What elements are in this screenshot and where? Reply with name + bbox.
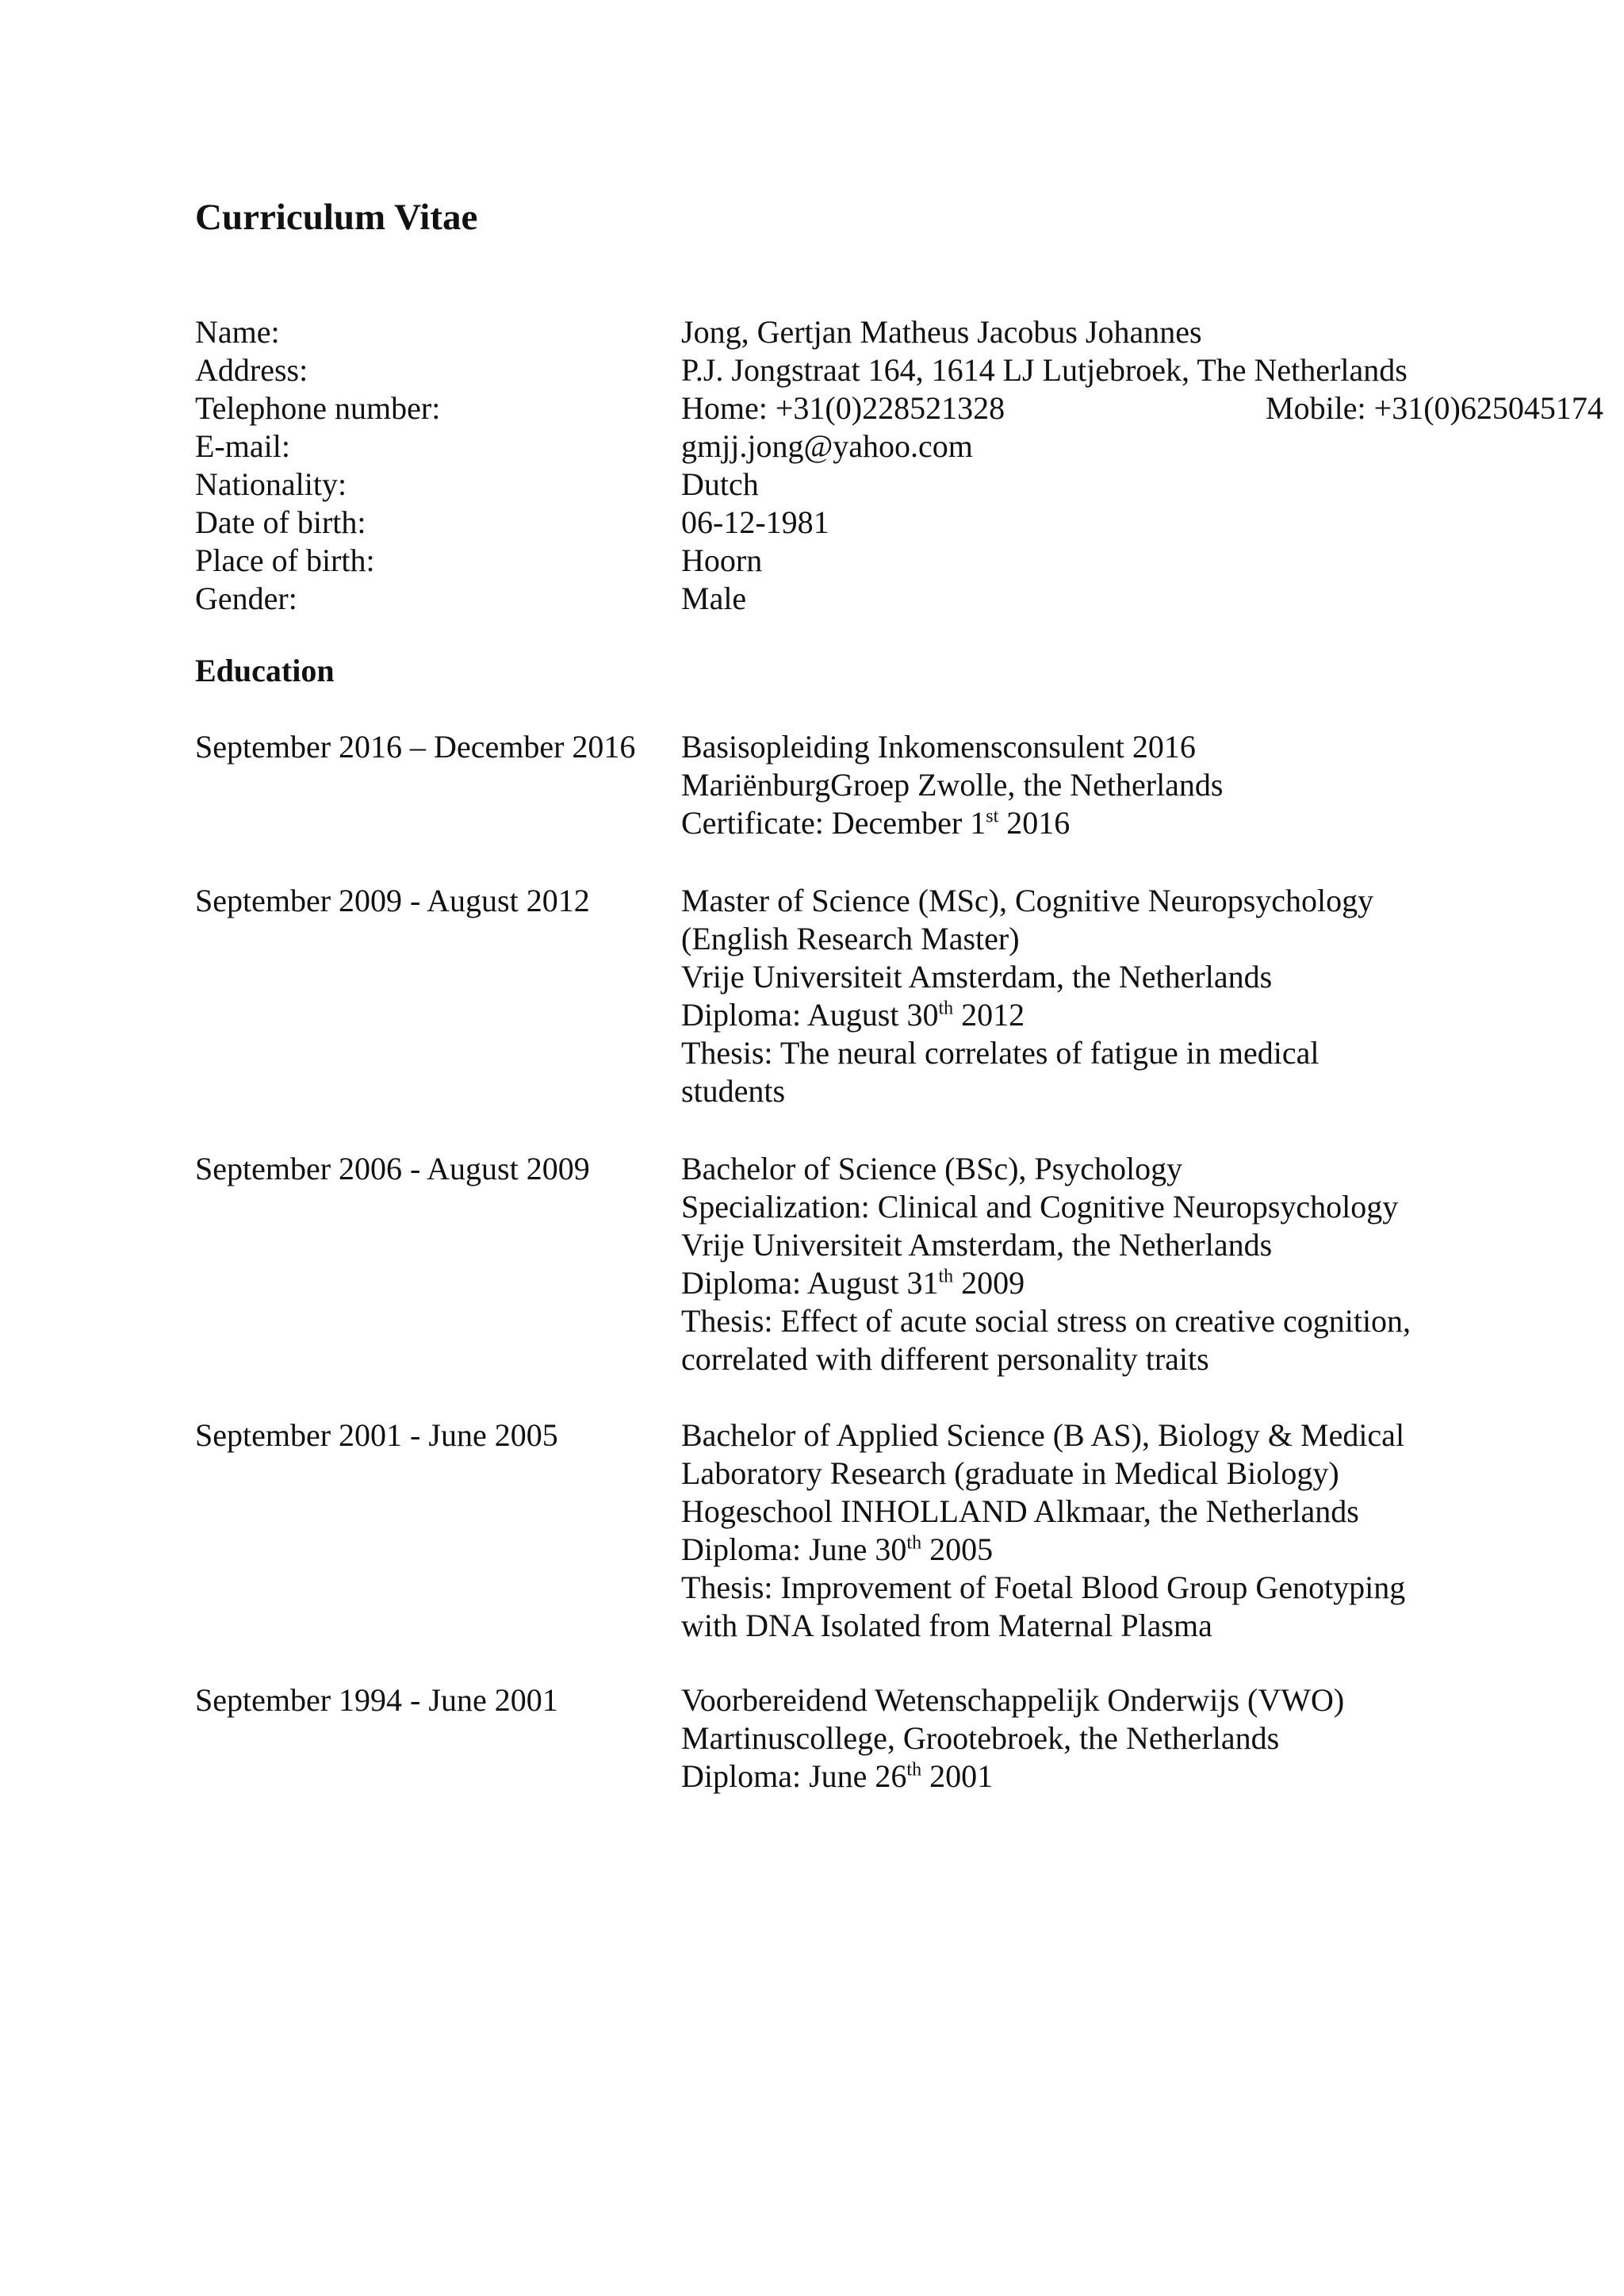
nationality-value: Dutch — [681, 466, 759, 502]
education-date: September 2009 - August 2012 — [195, 883, 590, 918]
education-program-detail: (English Research Master) — [681, 921, 1020, 956]
education-details — [681, 882, 1624, 1110]
education-thesis-continued: with DNA Isolated from Maternal Plasma — [681, 1608, 1212, 1643]
education-details — [681, 1416, 1624, 1645]
phone-home-value: Home: +31(0)228521328 — [681, 390, 1005, 426]
phone-label: Telephone number: — [195, 390, 441, 426]
education-program-detail: Laboratory Research (graduate in Medical Biology) — [681, 1455, 1339, 1491]
education-diploma: Diploma: August 31th 2009 — [681, 1265, 1025, 1301]
address-label: Address: — [195, 352, 308, 388]
dob-label: Date of birth: — [195, 504, 366, 540]
name-value: Jong, Gertjan Matheus Jacobus Johannes — [681, 314, 1202, 350]
education-program: Bachelor of Applied Science (B AS), Biology & Medical — [681, 1417, 1405, 1453]
gender-value: Male — [681, 581, 747, 616]
education-details — [681, 728, 1624, 842]
education-details — [681, 1150, 1624, 1378]
education-program: Basisopleiding Inkomensconsulent 2016 — [681, 729, 1196, 765]
education-thesis: Thesis: Effect of acute social stress on creative cognition, — [681, 1303, 1411, 1339]
education-certificate: Certificate: December 1st 2016 — [681, 805, 1071, 841]
education-institution: Vrije Universiteit Amsterdam, the Netherlands — [681, 1227, 1273, 1263]
education-details — [681, 1681, 1624, 1796]
education-date: September 1994 - June 2001 — [195, 1682, 558, 1718]
email-value: gmjj.jong@yahoo.com — [681, 428, 973, 464]
education-institution: MariënburgGroep Zwolle, the Netherlands — [681, 767, 1224, 803]
dob-value: 06-12-1981 — [681, 504, 829, 540]
education-date: September 2001 - June 2005 — [195, 1417, 558, 1453]
name-label: Name: — [195, 314, 280, 350]
education-institution: Hogeschool INHOLLAND Alkmaar, the Netherlands — [681, 1493, 1359, 1529]
phone-mobile-value: Mobile: +31(0)625045174 — [1266, 390, 1603, 426]
education-institution: Vrije Universiteit Amsterdam, the Netherlands — [681, 959, 1273, 995]
pob-label: Place of birth: — [195, 542, 375, 578]
education-thesis: Thesis: The neural correlates of fatigue in medical — [681, 1035, 1320, 1071]
pob-value: Hoorn — [681, 542, 763, 578]
education-specialization: Specialization: Clinical and Cognitive Neuropsychology — [681, 1189, 1399, 1225]
page-title: Curriculum Vitae — [195, 197, 478, 238]
education-diploma: Diploma: August 30th 2012 — [681, 997, 1025, 1033]
education-date: September 2016 – December 2016 — [195, 729, 636, 765]
education-program: Master of Science (MSc), Cognitive Neuropsychology — [681, 883, 1374, 918]
education-thesis-continued: correlated with different personality traits — [681, 1341, 1209, 1377]
education-program: Voorbereidend Wetenschappelijk Onderwijs (VWO) — [681, 1682, 1345, 1718]
education-diploma: Diploma: June 30th 2005 — [681, 1531, 994, 1567]
education-thesis: Thesis: Improvement of Foetal Blood Group Genotyping — [681, 1570, 1406, 1605]
gender-label: Gender: — [195, 581, 297, 616]
education-thesis-continued: students — [681, 1073, 786, 1109]
education-date: September 2006 - August 2009 — [195, 1151, 590, 1186]
education-heading: Education — [195, 653, 335, 688]
address-value: P.J. Jongstraat 164, 1614 LJ Lutjebroek, The Netherlands — [681, 352, 1408, 388]
email-label: E-mail: — [195, 428, 290, 464]
education-diploma: Diploma: June 26th 2001 — [681, 1758, 994, 1794]
education-institution: Martinuscollege, Grootebroek, the Netherlands — [681, 1720, 1280, 1756]
nationality-label: Nationality: — [195, 466, 347, 502]
education-program: Bachelor of Science (BSc), Psychology — [681, 1151, 1183, 1186]
